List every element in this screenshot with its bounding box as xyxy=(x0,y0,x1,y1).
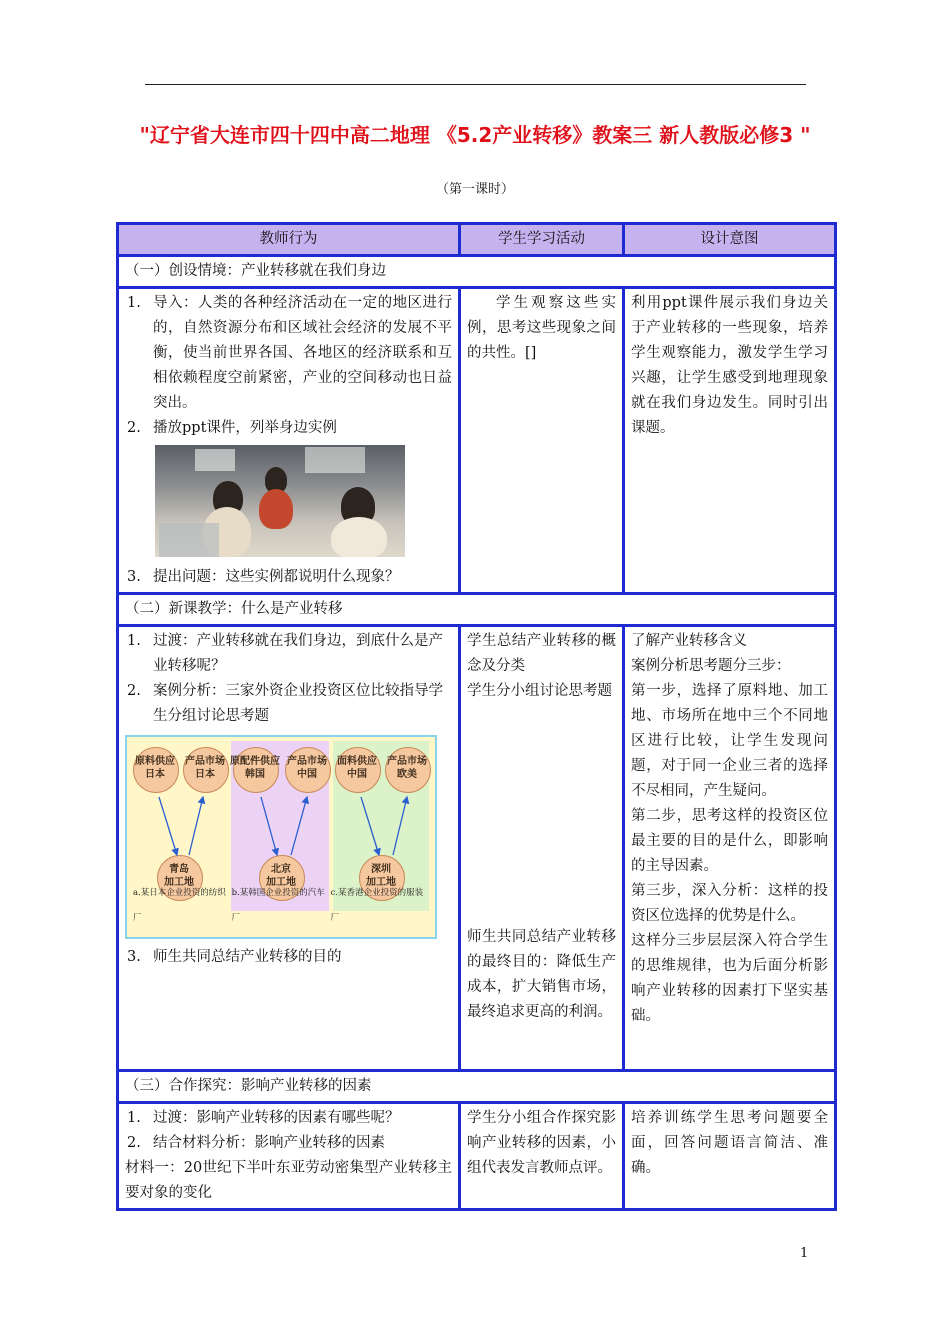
diagram-captions: a.某日本企业投资的纺织厂 b.某韩国企业投资的汽车厂 c.某香港企业投资的服装厂 xyxy=(133,888,424,923)
list-item: 2. 结合材料分析：影响产业转移的因素 xyxy=(127,1135,385,1151)
teacher-cell xyxy=(118,288,460,594)
header-student: 学生学习活动 xyxy=(460,224,624,256)
list-item: 3. 提出问题：这些实例都说明什么现象？ xyxy=(127,569,400,585)
investment-location-diagram xyxy=(125,735,437,939)
list-item: 2. 案例分析：三家外资企业投资区位比较指导学生分组讨论思考题 xyxy=(127,683,443,724)
intent-cell: 培养训练学生思考问题要全面，回答问题语言简洁、准确。 xyxy=(624,1103,836,1210)
diagram-panel-c: 面料供应 中国 产品市场 欧美 深圳 加工地 xyxy=(333,741,429,911)
student-summary: 学生总结产业转移的概念及分类 xyxy=(467,633,616,674)
table-row xyxy=(118,626,836,1071)
list-item: 2. 播放ppt课件，列举身边实例 xyxy=(127,420,337,436)
document-subtitle: （第一课时） xyxy=(435,182,514,197)
list-item: 1. 导入：人类的各种经济活动在一定的地区进行的，自然资源分布和区域社会经济的发展不平衡，使当前世界各国、各地区的经济联系和互相依赖程度空前紧密，产业的空间移动也日益突出。 xyxy=(127,295,452,411)
section-heading: （一）创设情境：产业转移就在我们身边 xyxy=(118,256,836,288)
document-title: "辽宁省大连市四十四中高二地理 《5.2产业转移》教案三 新人教版必修3 " xyxy=(139,123,811,147)
table-header-row xyxy=(118,224,836,256)
list-item: 1. 过渡：产业转移就在我们身边，到底什么是产业转移呢？ xyxy=(127,633,443,674)
section-heading-row xyxy=(118,594,836,626)
student-cell: 学生观察这些实例，思考这些现象之间的共性。[] xyxy=(460,288,624,594)
student-cell: 学生分小组合作探究影响产业转移的因素，小组代表发言教师点评。 xyxy=(460,1103,624,1210)
teacher-steps xyxy=(125,291,452,441)
intent-cell: 了解产业转移含义 案例分析思考题分三步： 第一步，选择了原料地、加工地、市场所在地中三个不同地区进行比较，让学生发现问题，对于同一企业三者的选择不尽相同，产生疑问。 第二步，思考这样的投资区位最主要的目的是什么，即影响的主导因素。 第三步，深入分析：这样的投资区位选择的优势是什么。 这样分三步层层深入符合学生的思维规律，也为后面分析影响产业转移的因素打下坚实基础。 xyxy=(624,626,836,1071)
header-rule xyxy=(145,84,806,85)
diagram-panel-b: 原配件供应 韩国 产品市场 中国 北京 加工地 xyxy=(231,741,329,911)
diagram-panel-a: 原料供应 日本 产品市场 日本 青岛 加工地 xyxy=(131,741,227,911)
material-note: 材料一：20世纪下半叶东亚劳动密集型产业转移主要对象的变化 xyxy=(125,1160,452,1201)
student-discussion: 学生分小组讨论思考题 xyxy=(467,683,612,699)
student-conclusion: 师生共同总结产业转移的最终目的：降低生产成本，扩大销售市场，最终追求更高的利润。 xyxy=(467,929,616,1020)
section-heading-row xyxy=(118,256,836,288)
teacher-cell xyxy=(118,626,460,1071)
section-heading: （三）合作探究：影响产业转移的因素 xyxy=(118,1071,836,1103)
header-teacher: 教师行为 xyxy=(118,224,460,256)
lesson-plan-table xyxy=(116,222,837,1211)
list-item: 1. 过渡：影响产业转移的因素有哪些呢？ xyxy=(127,1110,400,1126)
intent-cell: 利用ppt课件展示我们身边关于产业转移的一些现象，培养学生观察能力，激发学生学习兴趣，让学生感受到地理现象就在我们身边发生。同时引出课题。 xyxy=(624,288,836,594)
factory-workers-photo xyxy=(155,445,405,557)
table-row xyxy=(118,1103,836,1210)
list-item: 3. 师生共同总结产业转移的目的 xyxy=(127,949,342,965)
student-cell xyxy=(460,626,624,1071)
header-intent: 设计意图 xyxy=(624,224,836,256)
teacher-cell xyxy=(118,1103,460,1210)
page-number: 1 xyxy=(800,1246,809,1261)
section-heading-row xyxy=(118,1071,836,1103)
section-heading: （二）新课教学：什么是产业转移 xyxy=(118,594,836,626)
table-row xyxy=(118,288,836,594)
